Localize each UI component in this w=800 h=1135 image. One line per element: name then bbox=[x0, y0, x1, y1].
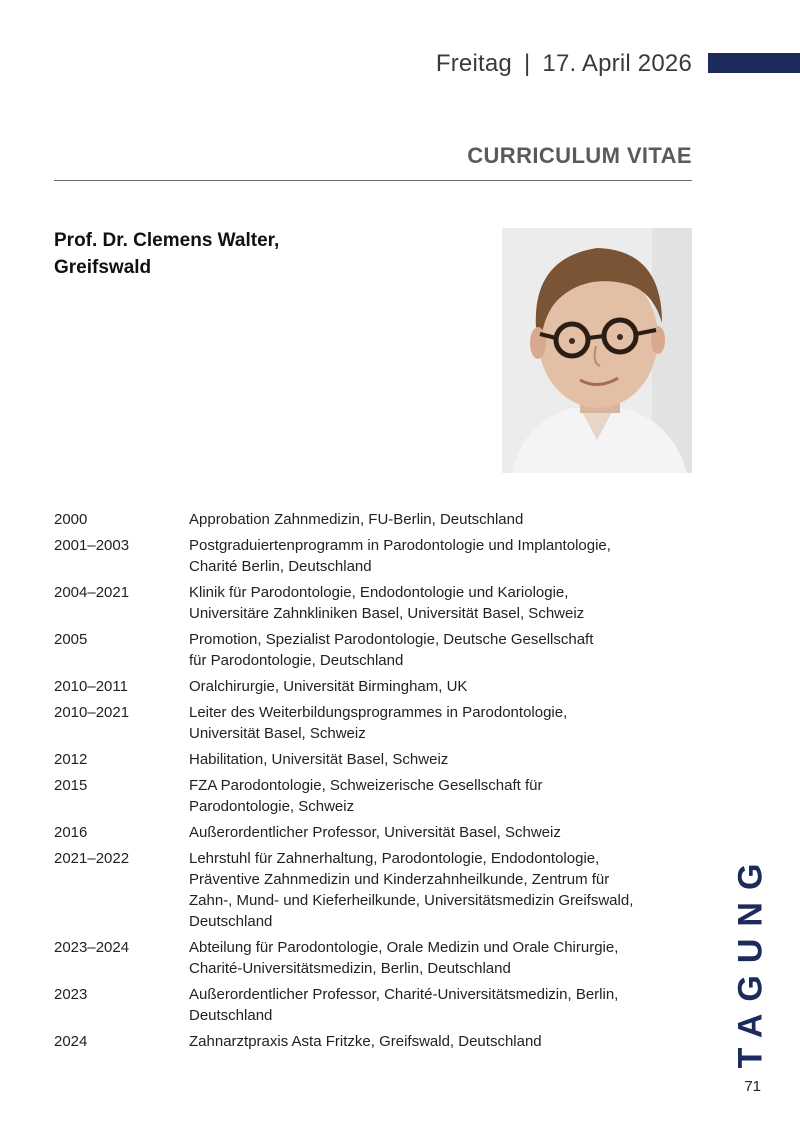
cv-description-line: Oralchirurgie, Universität Birmingham, UK bbox=[189, 678, 468, 695]
header-separator: | bbox=[523, 50, 531, 77]
cv-description-line: Charité-Universitätsmedizin, Berlin, Deutschland bbox=[189, 960, 511, 977]
cv-year: 2001–2003 bbox=[54, 537, 130, 554]
cv-year: 2010–2011 bbox=[54, 678, 128, 695]
header-weekday: Freitag bbox=[435, 50, 512, 77]
cv-year: 2021–2022 bbox=[54, 850, 130, 867]
person-name-line1: Prof. Dr. Clemens Walter, bbox=[54, 230, 280, 251]
cv-row bbox=[54, 848, 694, 932]
cv-description bbox=[189, 629, 694, 671]
cv-description-line: Leiter des Weiterbildungsprogrammes in Parodontologie, bbox=[189, 704, 568, 721]
cv-row bbox=[54, 582, 694, 624]
cv-description-line: Klinik für Parodontologie, Endodontologie und Kariologie, bbox=[189, 584, 569, 601]
cv-description-line: Präventive Zahnmedizin und Kinderzahnheilkunde, Zentrum für bbox=[189, 871, 610, 888]
cv-year: 2012 bbox=[54, 751, 88, 768]
cv-row bbox=[54, 702, 694, 744]
cv-description bbox=[189, 676, 694, 697]
cv-row bbox=[54, 749, 694, 770]
header-date-text: 17. April 2026 bbox=[542, 50, 692, 77]
cv-description bbox=[189, 822, 694, 843]
cv-description-line: Deutschland bbox=[189, 1007, 273, 1024]
cv-description-line: Charité Berlin, Deutschland bbox=[189, 558, 372, 575]
cv-description bbox=[189, 1031, 694, 1052]
cv-description bbox=[189, 509, 694, 530]
cv-description-line: für Parodontologie, Deutschland bbox=[189, 652, 404, 669]
cv-year: 2010–2021 bbox=[54, 704, 130, 721]
cv-description-line: Lehrstuhl für Zahnerhaltung, Parodontologie, Endodontologie, bbox=[189, 850, 600, 867]
cv-description bbox=[189, 848, 694, 932]
section-title: CURRICULUM VITAE bbox=[467, 143, 692, 168]
cv-description-line: Universität Basel, Schweiz bbox=[189, 725, 366, 742]
cv-row bbox=[54, 509, 694, 530]
cv-year: 2023–2024 bbox=[54, 939, 130, 956]
cv-year: 2024 bbox=[54, 1033, 88, 1050]
cv-description bbox=[189, 535, 694, 577]
cv-row bbox=[54, 629, 694, 671]
cv-description bbox=[189, 749, 694, 770]
page-number: 71 bbox=[744, 1078, 761, 1095]
cv-description bbox=[189, 937, 694, 979]
cv-description-line: Habilitation, Universität Basel, Schweiz bbox=[189, 751, 449, 768]
cv-row bbox=[54, 937, 694, 979]
cv-description-line: Zahnarztpraxis Asta Fritzke, Greifswald, Deutschland bbox=[189, 1033, 542, 1050]
title-divider bbox=[54, 180, 692, 181]
cv-description bbox=[189, 984, 694, 1026]
cv-row bbox=[54, 775, 694, 817]
cv-year: 2004–2021 bbox=[54, 584, 130, 601]
cv-description-line: Promotion, Spezialist Parodontologie, Deutsche Gesellschaft bbox=[189, 631, 594, 648]
cv-description-line: Außerordentlicher Professor, Charité-Universitätsmedizin, Berlin, bbox=[189, 986, 619, 1003]
cv-row bbox=[54, 676, 694, 697]
cv-description-line: Deutschland bbox=[189, 913, 273, 930]
cv-year: 2015 bbox=[54, 777, 88, 794]
portrait-photo bbox=[502, 228, 692, 473]
cv-description bbox=[189, 582, 694, 624]
cv-year: 2000 bbox=[54, 511, 88, 528]
cv-row bbox=[54, 1031, 694, 1052]
person-name bbox=[54, 227, 474, 281]
cv-year: 2016 bbox=[54, 824, 88, 841]
cv-table bbox=[54, 509, 694, 1057]
cv-year: 2023 bbox=[54, 986, 88, 1003]
cv-description-line: Abteilung für Parodontologie, Orale Medizin und Orale Chirurgie, bbox=[189, 939, 619, 956]
cv-row bbox=[54, 984, 694, 1026]
cv-description-line: Parodontologie, Schweiz bbox=[189, 798, 355, 815]
cv-description bbox=[189, 775, 694, 817]
cv-year: 2005 bbox=[54, 631, 88, 648]
side-label bbox=[731, 851, 771, 1069]
accent-bar bbox=[708, 53, 800, 73]
person-name-line2: Greifswald bbox=[54, 257, 152, 278]
cv-row bbox=[54, 535, 694, 577]
cv-description-line: Außerordentlicher Professor, Universität Basel, Schweiz bbox=[189, 824, 561, 841]
cv-description-line: Zahn-, Mund- und Kieferheilkunde, Universitätsmedizin Greifswald, bbox=[189, 892, 634, 909]
cv-description-line: Approbation Zahnmedizin, FU-Berlin, Deutschland bbox=[189, 511, 524, 528]
side-label-text: TAGUNG bbox=[731, 851, 770, 1069]
cv-description-line: Universitäre Zahnkliniken Basel, Universität Basel, Schweiz bbox=[189, 605, 585, 622]
cv-description-line: Postgraduiertenprogramm in Parodontologie und Implantologie, bbox=[189, 537, 611, 554]
cv-row bbox=[54, 822, 694, 843]
cv-description bbox=[189, 702, 694, 744]
cv-description-line: FZA Parodontologie, Schweizerische Gesellschaft für bbox=[189, 777, 543, 794]
header-date bbox=[436, 50, 692, 78]
